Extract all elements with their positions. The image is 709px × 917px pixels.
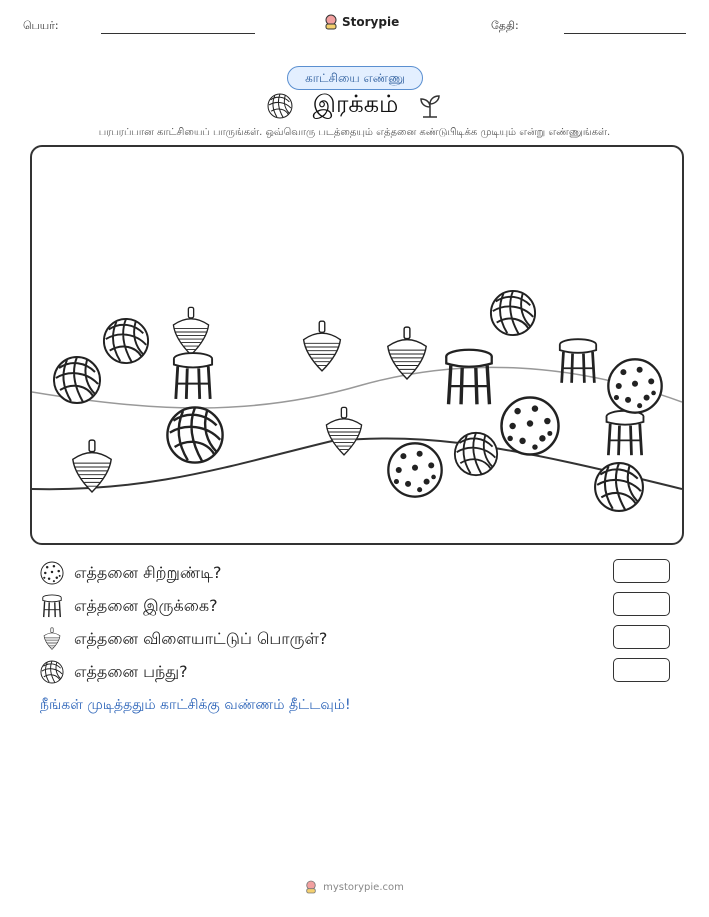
cookie (608, 359, 661, 412)
name-line[interactable] (101, 33, 255, 34)
question-row (40, 594, 218, 618)
scene-illustration (32, 147, 682, 543)
sprout-icon (418, 93, 442, 119)
stool (174, 353, 212, 399)
cookie (501, 397, 558, 454)
answer-box-cookies[interactable] (613, 559, 670, 583)
footer (0, 880, 709, 894)
yarn-ball-icon (267, 93, 293, 119)
answer-box-stools[interactable] (613, 592, 670, 616)
footer-url[interactable]: mystorypie.com (323, 881, 404, 893)
spinning-top-icon (40, 627, 64, 651)
date-line[interactable] (564, 33, 686, 34)
yarn-ball (491, 291, 535, 335)
question-text: எத்தனை பந்து? (74, 661, 188, 681)
yarn-ball-icon (40, 660, 64, 684)
cookie-icon (40, 561, 64, 585)
spinning-top (304, 321, 341, 371)
question-row (40, 561, 221, 585)
spinning-top (388, 327, 426, 379)
yarn-ball (595, 463, 643, 511)
question-row (40, 660, 188, 684)
yarn-ball (104, 319, 148, 363)
question-text: எத்தனை இருக்கை? (74, 595, 218, 615)
spinning-top (73, 440, 111, 492)
date-label: தேதி: (491, 19, 519, 32)
storypie-icon (324, 14, 338, 30)
spinning-top (326, 407, 361, 455)
brand-logo (324, 14, 399, 30)
coloring-note: நீங்கள் முடித்ததும் காட்சிக்கு வண்ணம் தீட்டவும்! (40, 697, 351, 713)
page-title: இரக்கம் (312, 90, 399, 118)
stool (607, 411, 644, 455)
question-text: எத்தனை விளையாட்டுப் பொருள்? (74, 628, 328, 648)
yarn-ball (54, 357, 100, 403)
title-row (0, 90, 709, 121)
question-text: எத்தனை சிற்றுண்டி? (74, 562, 222, 582)
counting-scene (30, 145, 684, 545)
brand-name: Storypie (342, 15, 400, 29)
yarn-ball-group (54, 291, 643, 511)
answer-box-toys[interactable] (613, 625, 670, 649)
stool (446, 350, 491, 405)
name-label: பெயர்: (23, 19, 59, 32)
answer-box-balls[interactable] (613, 658, 670, 682)
cookie (388, 443, 441, 496)
spinning-top (173, 307, 208, 355)
instructions: பரபரப்பான காட்சியைப் பாருங்கள். ஒவ்வொரு படத்தையும் எத்தனை கண்டுபிடிக்க முடியும் என்று எண்ணுங்கள். (98, 127, 611, 138)
yarn-ball (455, 433, 497, 475)
yarn-ball (167, 407, 222, 462)
activity-badge: காட்சியை எண்ணு (287, 66, 423, 90)
storypie-icon (305, 880, 317, 894)
question-row (40, 627, 327, 651)
stool-icon (40, 594, 64, 618)
